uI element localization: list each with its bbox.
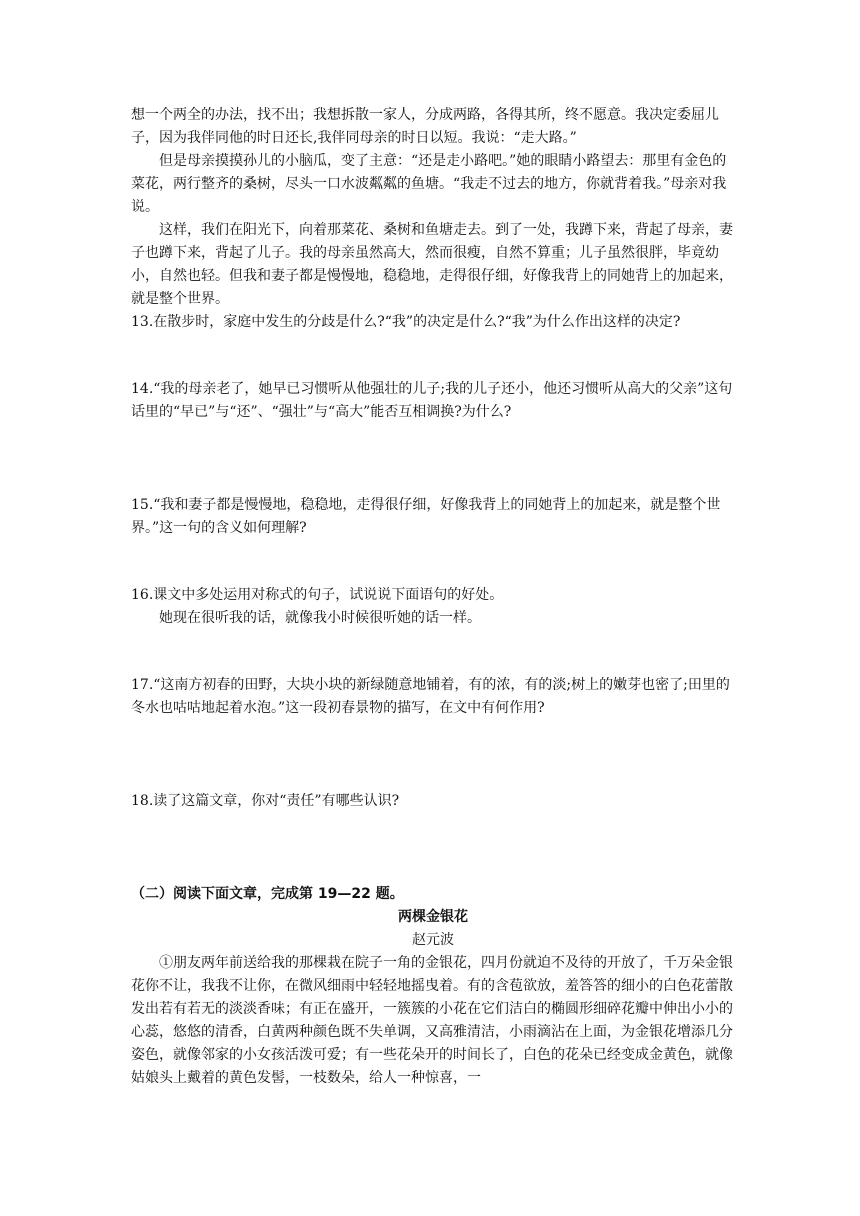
question-14: 14.“我的母亲老了，她早已习惯听从他强壮的儿子;我的儿子还小，他还习惯听从高大的父亲”这句话里的“早已”与“还”、“强壮”与“高大”能否互相调换?为什么? [131, 381, 733, 420]
passage-paragraph: 这样，我们在阳光下，向着那菜花、桑树和鱼塘走去。到了一处，我蹲下来，背起了母亲，妻子也蹲下来，背起了儿子。我的母亲虽然高大，然而很瘦，自然不算重；儿子虽然很胖，毕竟幼小，自然也轻。但我和妻子都是慢慢地，稳稳地，走得很仔细，好像我背上的同她背上的加起来，就是整个世界。 [131, 222, 733, 307]
answer-space [131, 334, 735, 378]
answer-space [131, 720, 735, 790]
question-16: 16.课文中多处运用对称式的句子，试说说下面语句的好处。 [131, 587, 504, 603]
passage-paragraph: 想一个两全的办法，找不出；我想拆散一家人，分成两路，各得其所，终不愿意。我决定委屈儿子，因为我伴同他的时日还长,我伴同母亲的时日以短。我说：“走大路。” [131, 107, 719, 146]
question-15: 15.“我和妻子都是慢慢地，稳稳地，走得很仔细，好像我背上的同她背上的加起来，就是整个世界。”这一句的含义如何理解? [131, 497, 721, 536]
question-16-quote: 她现在很听我的话，就像我小时候很听她的话一样。 [159, 610, 481, 626]
answer-space [131, 540, 735, 584]
answer-space [131, 424, 735, 494]
section-heading: （二）阅读下面文章，完成第 19—22 题。 [131, 886, 404, 902]
article-author: 赵元波 [412, 932, 454, 948]
article-title: 两棵金银花 [398, 909, 468, 925]
passage-paragraph: 但是母亲摸摸孙儿的小脑瓜，变了主意：“还是走小路吧。”她的眼睛小路望去：那里有金色的菜花，两行整齐的桑树，尽头一口水波粼粼的鱼塘。“我走不过去的地方，你就背着我。”母亲对我说。 [131, 153, 727, 215]
question-17: 17.“这南方初春的田野，大块小块的新绿随意地铺着，有的浓，有的淡;树上的嫩芽也密了;田里的冬水也咕咕地起着水泡。”这一段初春景物的描写，在文中有何作用? [131, 677, 730, 716]
article-paragraph: ①朋友两年前送给我的那棵栽在院子一角的金银花，四月份就迫不及待的开放了，千万朵金银花你不让，我我不让你，在微风细雨中轻轻地摇曳着。有的含苞欲放，羞答答的细小的白色花蕾散发出若有若无的淡淡香味；有正在盛开，一簇簇的小花在它们洁白的椭圆形细碎花瓣中伸出小小的心蕊，悠悠的清香，白黄两种颜色既不失单调，又高雅清洁，小雨滴沾在上面，为金银花增添几分姿色，就像邻家的小女孩活泼可爱；有一些花朵开的时间长了，白色的花朵已经变成金黄色，就像姑娘头上戴着的黄色发髻，一枝数朵，给人一种惊喜，一 [131, 955, 733, 1086]
question-13: 13.在散步时，家庭中发生的分歧是什么?“我”的决定是什么?“我”为什么作出这样的决定? [131, 314, 681, 330]
question-18: 18.读了这篇文章，你对“责任”有哪些认识? [131, 793, 400, 809]
answer-space [131, 630, 735, 674]
document-page [131, 104, 735, 1090]
answer-space [131, 813, 735, 883]
